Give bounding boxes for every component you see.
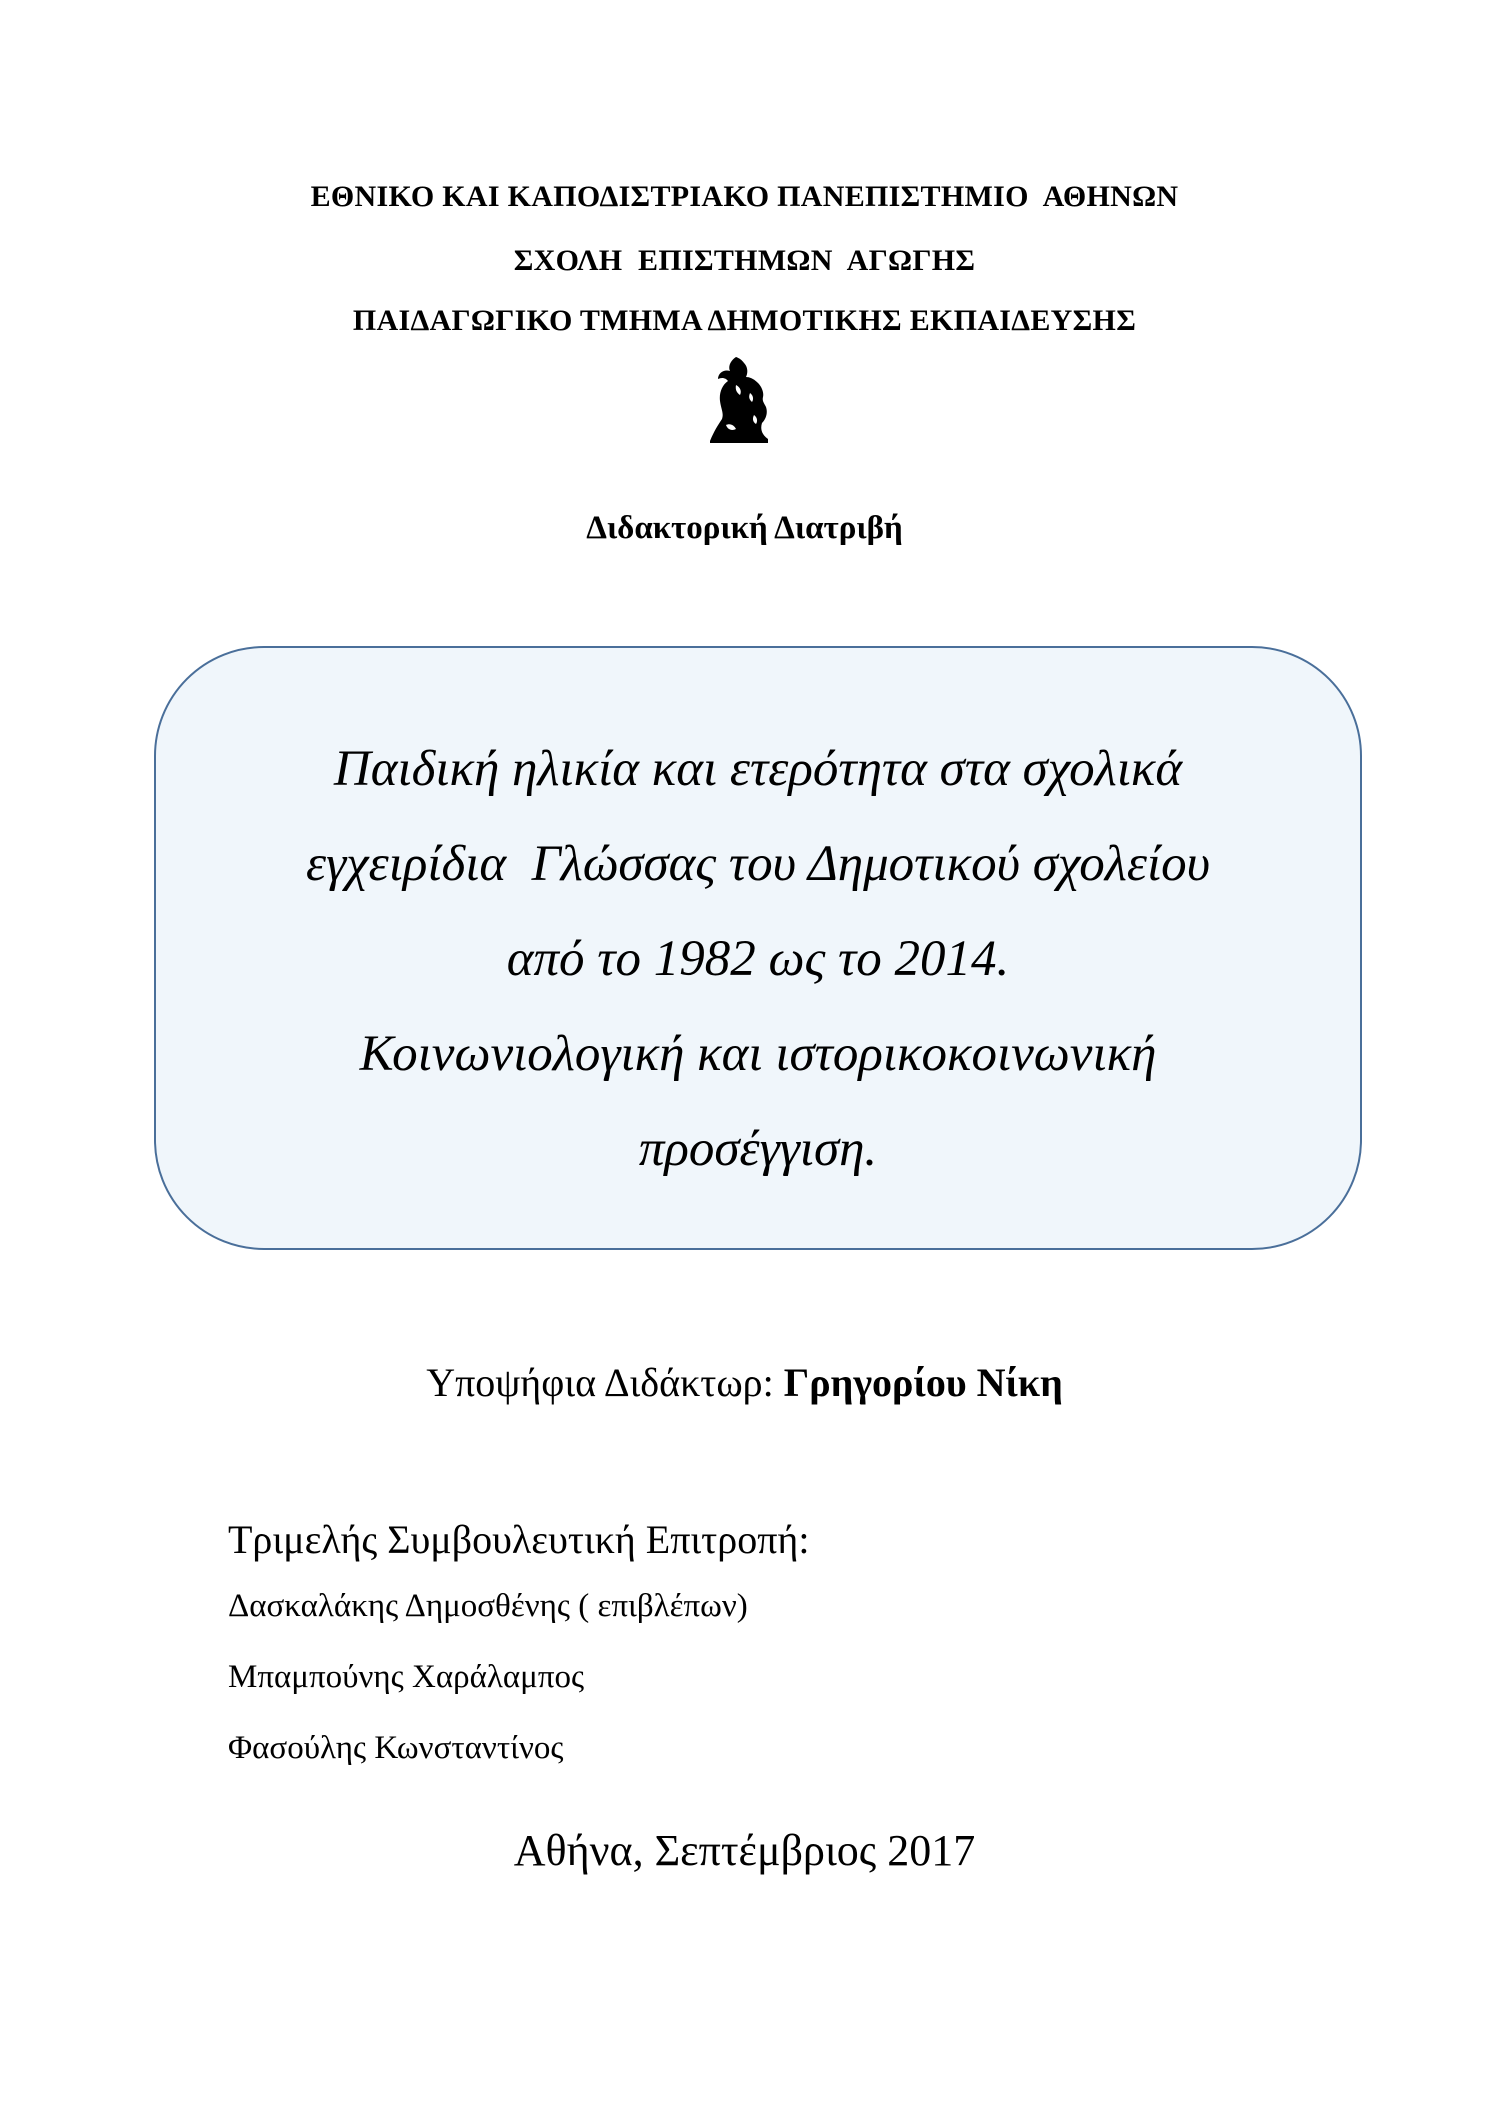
candidate-label: Υποψήφια Διδάκτωρ: — [426, 1360, 784, 1405]
thesis-title-box — [154, 646, 1362, 1250]
department-name: ΠΑΙΔΑΓΩΓΙΚΟ ΤΜΗΜΑ ΔΗΜΟΤΙΚΗΣ ΕΚΠΑΙΔΕΥΣΗΣ — [352, 304, 1137, 337]
university-name: ΕΘΝΙΚΟ ΚΑΙ ΚΑΠΟΔΙΣΤΡΙΑΚΟ ΠΑΝΕΠΙΣΤΗΜΙΟ ΑΘΗΝΩΝ — [310, 180, 1179, 213]
title-line: Κοινωνιολογική και ιστορικοκοινωνική — [359, 1026, 1157, 1082]
candidate-line — [0, 1359, 1489, 1406]
candidate-name: Γρηγορίου Νίκη — [783, 1360, 1063, 1405]
title-line: εγχειρίδια Γλώσσας του Δημοτικού σχολείου — [305, 836, 1211, 892]
committee-member: Δασκαλάκης Δημοσθένης ( επιβλέπων) — [228, 1588, 748, 1624]
school-name: ΣΧΟΛΗ ΕΠΙΣΤΗΜΩΝ ΑΓΩΓΗΣ — [513, 244, 976, 277]
place-date: Αθήνα, Σεπτέμβριος 2017 — [513, 1826, 976, 1875]
title-line: προσέγγιση. — [638, 1121, 878, 1177]
athena-head-icon — [706, 355, 772, 445]
title-line: Παιδική ηλικία και ετερότητα στα σχολικά — [333, 741, 1183, 797]
committee-heading: Τριμελής Συμβουλευτική Επιτροπή: — [228, 1517, 810, 1562]
committee-member: Φασούλης Κωνσταντίνος — [228, 1730, 564, 1766]
document-type: Διδακτορική Διατριβή — [586, 510, 903, 546]
title-line: από το 1982 ως το 2014. — [506, 931, 1010, 987]
committee-member: Μπαμπούνης Χαράλαμπος — [228, 1659, 585, 1695]
